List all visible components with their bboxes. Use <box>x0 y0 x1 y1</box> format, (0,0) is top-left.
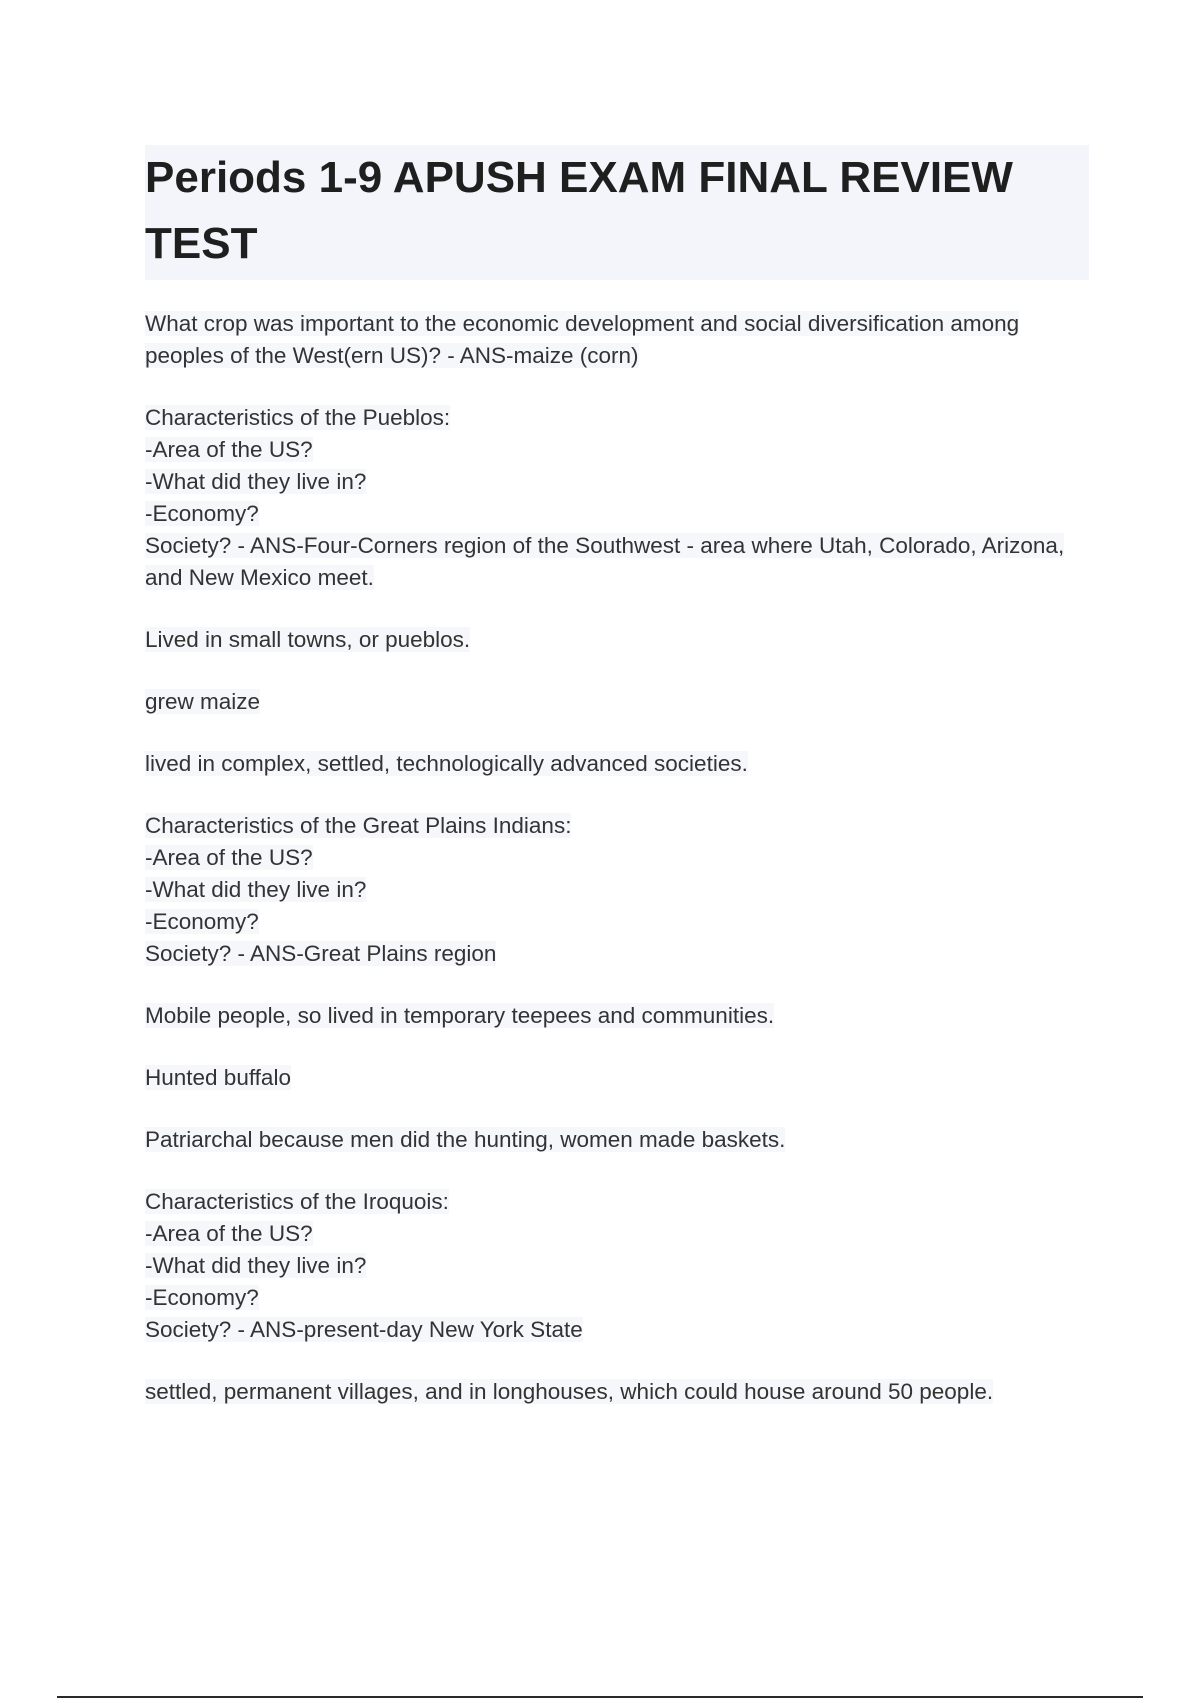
text-line: -Economy? <box>145 1285 259 1310</box>
title-block <box>145 145 1089 280</box>
text-line: -What did they live in? <box>145 877 367 902</box>
text-line: settled, permanent villages, and in longhouses, which could house around 50 people. <box>145 1379 994 1404</box>
text-line: Society? - ANS-Four-Corners region of the Southwest - area where Utah, Colorado, Arizona, and New Mexico meet. <box>145 533 1065 590</box>
text-line: -What did they live in? <box>145 1253 367 1278</box>
qa-paragraph <box>145 810 1095 970</box>
text-line: Characteristics of the Iroquois: <box>145 1189 449 1214</box>
text-line: Patriarchal because men did the hunting, women made baskets. <box>145 1127 786 1152</box>
text-line: Society? - ANS-Great Plains region <box>145 941 497 966</box>
qa-paragraph <box>145 1186 1095 1346</box>
text-line: Characteristics of the Pueblos: <box>145 405 451 430</box>
answer-paragraph <box>145 1124 1095 1156</box>
text-line: Lived in small towns, or pueblos. <box>145 627 471 652</box>
text-line: Characteristics of the Great Plains Indians: <box>145 813 572 838</box>
text-line: Mobile people, so lived in temporary teepees and communities. <box>145 1003 775 1028</box>
answer-paragraph <box>145 748 1095 780</box>
text-line: -Economy? <box>145 909 259 934</box>
text-line: Hunted buffalo <box>145 1065 291 1090</box>
answer-paragraph <box>145 686 1095 718</box>
qa-paragraph <box>145 402 1095 594</box>
answer-paragraph <box>145 1376 1095 1408</box>
text-line: lived in complex, settled, technologically advanced societies. <box>145 751 748 776</box>
text-line: -Area of the US? <box>145 845 313 870</box>
text-line: -Area of the US? <box>145 1221 313 1246</box>
text-line: Society? - ANS-present-day New York State <box>145 1317 583 1342</box>
text-line: -Area of the US? <box>145 437 313 462</box>
text-line: grew maize <box>145 689 261 714</box>
page-title: Periods 1-9 APUSH EXAM FINAL REVIEW TEST <box>145 153 1013 268</box>
qa-paragraph <box>145 308 1095 372</box>
text-line: -Economy? <box>145 501 259 526</box>
text-line: What crop was important to the economic development and social diversification among peoples of the West(ern US)? - ANS-maize (corn) <box>145 311 1020 368</box>
answer-paragraph <box>145 1000 1095 1032</box>
footer-divider <box>57 1696 1143 1698</box>
text-line: -What did they live in? <box>145 469 367 494</box>
answer-paragraph <box>145 624 1095 656</box>
answer-paragraph <box>145 1062 1095 1094</box>
document-body <box>145 308 1095 1438</box>
